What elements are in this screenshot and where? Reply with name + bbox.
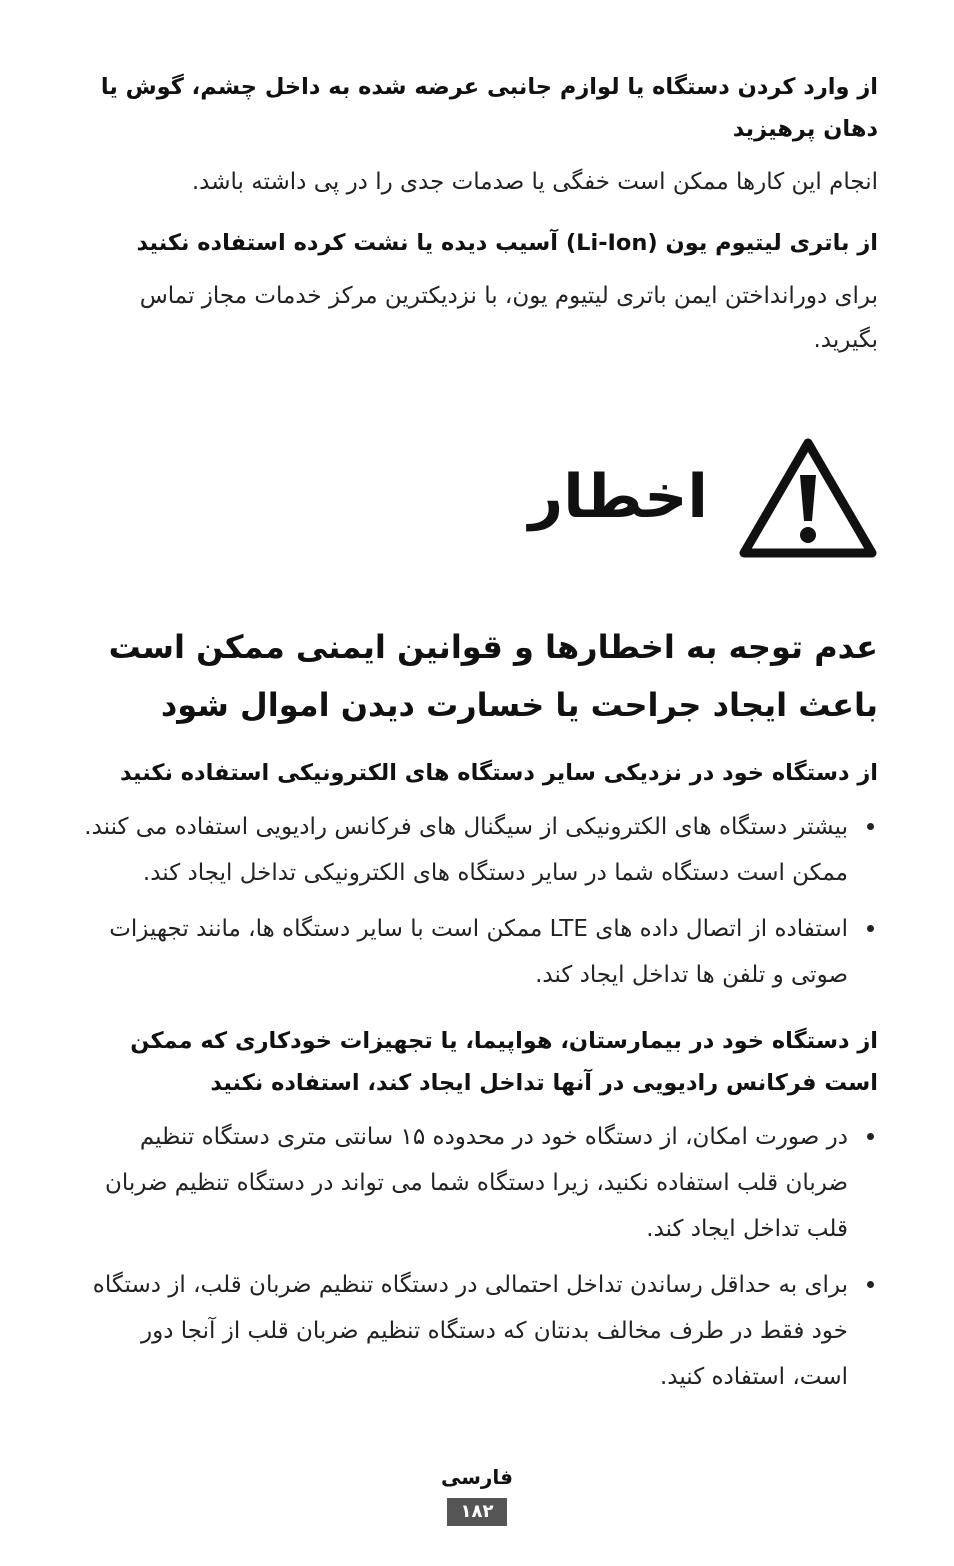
bullet-icon: [867, 1281, 874, 1288]
section-body: برای دورانداختن ایمن باتری لیتیوم یون، با نزدیکترین مرکز خدمات مجاز تماس بگیرید.: [139, 283, 878, 353]
list-item-text: استفاده از اتصال داده های LTE ممکن است با سایر دستگاه ها، مانند تجهیزات صوتی و تلفن ها تداخل ایجاد کند.: [109, 916, 848, 988]
warning-title: اخطار: [528, 462, 708, 532]
main-heading: عدم توجه به اخطارها و قوانین ایمنی ممکن است باعث ایجاد جراحت یا خسارت دیدن اموال شود: [108, 628, 878, 724]
section-heading: از وارد کردن دستگاه یا لوازم جانبی عرضه شده به داخل چشم، گوش یا دهان پرهیزید: [100, 74, 878, 142]
list-item: [80, 906, 848, 998]
section-heading: از دستگاه خود در بیمارستان، هواپیما، یا تجهیزات خودکاری که ممکن است فرکانس رادیویی در آنها تداخل ایجاد کند، استفاده نکنید: [130, 1028, 878, 1096]
list-item-text: بیشتر دستگاه های الکترونیکی از سیگنال های فرکانس رادیویی استفاده می کنند. ممکن است دستگاه شما در سایر دستگاه های الکترونیکی تداخل ایجاد کند.: [84, 814, 848, 886]
page-content: [80, 66, 878, 1422]
bullet-icon: [867, 1133, 874, 1140]
list-item: [80, 804, 848, 896]
section-heading: از دستگاه خود در نزدیکی سایر دستگاه های الکترونیکی استفاده نکنید: [120, 760, 878, 786]
list-item-text: در صورت امکان، از دستگاه خود در محدوده ۱۵ سانتی متری دستگاه تنظیم ضربان قلب استفاده نکنید، زیرا دستگاه شما می تواند در دستگاه تنظیم ضربان قلب تداخل ایجاد کند.: [104, 1124, 848, 1242]
bullet-icon: [867, 925, 874, 932]
page-number: ۱۸۲: [447, 1498, 508, 1526]
list-item: [80, 1114, 848, 1252]
list-item: [80, 1262, 848, 1400]
bullet-icon: [867, 823, 874, 830]
list-item-text: برای به حداقل رساندن تداخل احتمالی در دستگاه تنظیم ضربان قلب، از دستگاه خود فقط در طرف مخالف بدنتان که دستگاه تنظیم ضربان قلب از آنجا دور است، استفاده کنید.: [92, 1272, 848, 1390]
bullet-list: [80, 804, 878, 998]
section-heading: از باتری لیتیوم یون (Li-Ion) آسیب دیده یا نشت کرده استفاده نکنید: [136, 230, 878, 256]
warning-triangle-icon: [738, 435, 878, 559]
bullet-list: [80, 1114, 878, 1400]
section-body: انجام این کارها ممکن است خفگی یا صدمات جدی را در پی داشته باشد.: [191, 169, 878, 195]
warning-banner: [80, 432, 878, 562]
footer-language: فارسی: [440, 1465, 514, 1489]
page-footer: [0, 1462, 954, 1526]
